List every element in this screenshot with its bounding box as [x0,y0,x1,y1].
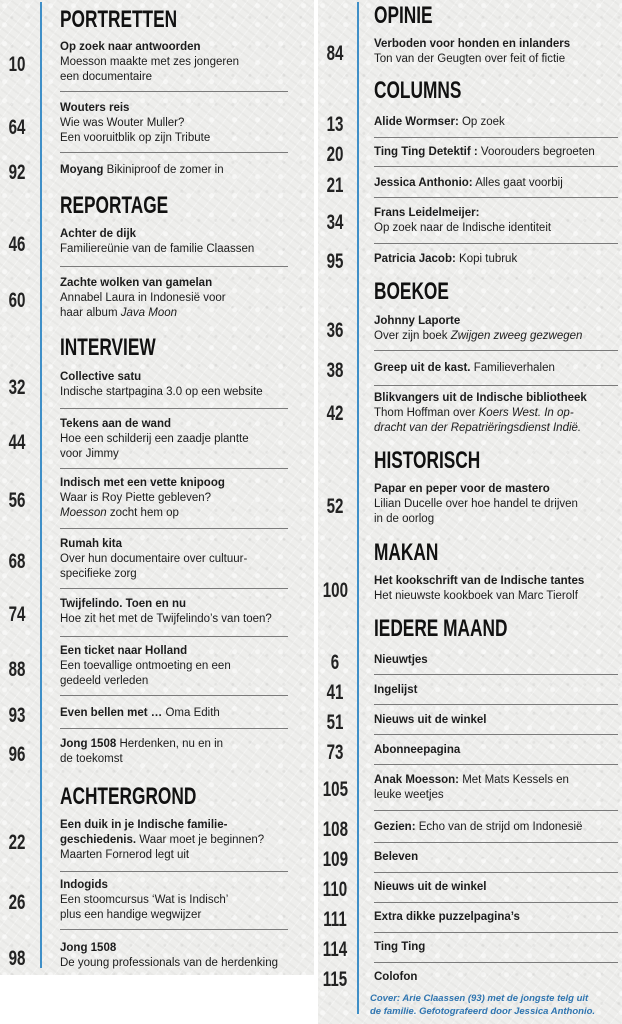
page-number: 56 [8,489,26,512]
entry-text: Zachte wolken van gamelan Annabel Laura in Indonesië voor haar album Java Moon [60,277,226,319]
entry-text: Jong 1508 Herdenken, nu en in de toekomst [60,738,224,765]
entry-text: Achter de dijk Familiereünie van de familie Claassen [60,228,255,255]
entry-text: Ting Ting Detektif : Voorouders begroeten [374,146,595,158]
page-number: 34 [326,211,344,234]
divider [60,91,288,92]
entry-text: Een ticket naar Holland Een toevallige ontmoeting en een gedeeld verleden [60,645,231,687]
divider [374,350,618,351]
left-divider-line [40,2,42,968]
entry-text: Gezien: Echo van de strijd om Indonesië [374,821,583,833]
section-title-opinie: OPINIE [374,2,433,29]
section-title-reportage: REPORTAGE [60,192,169,219]
entry-text: Ting Ting [374,941,426,953]
entry-text: Patricia Jacob: Kopi tubruk [374,253,518,265]
page-number: 51 [326,711,344,734]
entry-text: Extra dikke puzzelpagina’s [374,911,520,923]
divider [60,588,288,589]
entry-text: Ingelijst [374,684,418,696]
page-number: 44 [8,431,26,454]
entry-text: Jong 1508 De young professionals van de herdenking [60,942,279,969]
section-title-achtergrond: ACHTERGROND [60,783,197,810]
page-number: 6 [330,651,340,674]
entry-text: Johnny Laporte Over zijn boek Zwijgen zweeg gezwegen [374,315,583,342]
entry-text: Wouters reis Wie was Wouter Muller? Een vooruitblik op zijn Tribute [60,102,211,144]
entry-text: Anak Moesson: Met Mats Kessels en leuke weetjes [374,774,569,801]
divider [374,243,618,244]
cover-credit: Cover: Arie Claassen (93) met de jongste telg uit de familie. Gefotografeerd door Jessica Anthonio. [370,993,596,1017]
section-title-columns: COLUMNS [374,77,462,104]
entry-text: Greep uit de kast. Familieverhalen [374,362,555,374]
entry-text: Het kookschrift van de Indische tantes Het nieuwste kookboek van Marc Tierolf [374,575,585,602]
page-number: 13 [326,113,344,136]
page-number: 111 [323,908,347,931]
page-number: 20 [326,143,344,166]
page-number: 74 [8,603,26,626]
divider [374,385,618,386]
page-number: 41 [326,681,344,704]
page-number: 114 [322,938,348,961]
page-number: 92 [8,161,26,184]
divider [60,468,288,469]
divider [374,166,618,167]
divider [374,902,618,903]
page-number: 109 [322,848,348,871]
entry-text: Twijfelindo. Toen en nu Hoe zit het met de Twijfelindo’s van toen? [60,598,272,625]
divider [374,932,618,933]
divider [374,842,618,843]
page-number: 73 [326,741,344,764]
entry-text: Abonneepagina [374,744,461,756]
page-number: 88 [8,658,26,681]
page-number: 95 [326,250,344,273]
right-content [318,0,622,1024]
entry-text: Frans Leidelmeijer: Op zoek naar de Indische identiteit [374,207,552,234]
divider [374,962,618,963]
page-number: 98 [8,947,26,970]
page-number: 115 [322,968,348,991]
page-number: 22 [8,831,26,854]
page-number: 21 [326,174,344,197]
page-number: 93 [8,704,26,727]
page-number: 84 [326,42,344,65]
divider [60,408,288,409]
divider [374,704,618,705]
divider [374,810,618,811]
divider [374,764,618,765]
divider [60,728,288,729]
page-number: 42 [326,402,344,425]
page-number: 96 [8,743,26,766]
entry-text: Jessica Anthonio: Alles gaat voorbij [374,177,563,189]
entry-text: Papar en peper voor de mastero Lilian Ducelle over hoe handel te drijven in de oorlog [374,483,578,525]
page-number: 68 [8,550,26,573]
page-number: 108 [322,818,348,841]
page-number: 64 [8,116,26,139]
section-title-makan: MAKAN [374,539,439,566]
section-title-portretten: PORTRETTEN [60,6,178,33]
page-number: 100 [322,579,348,602]
page-number: 10 [8,53,26,76]
page-number: 36 [326,319,344,342]
entry-text: Alide Wormser: Op zoek [374,116,505,128]
page-number: 52 [326,495,344,518]
entry-text: Nieuws uit de winkel [374,881,487,893]
entry-text: Een duik in je Indische familie- geschiedenis. Waar moet je beginnen? Maarten Fornerod legt uit [60,819,265,861]
entry-text: Tekens aan de wand Hoe een schilderij een zaadje plantte voor Jimmy [60,418,249,460]
entry-text: Collective satu Indische startpagina 3.0 op een website [60,371,263,398]
entry-text: Indogids Een stoomcursus ‘Wat is Indisch’ plus een handige wegwijzer [60,879,229,921]
divider [60,152,288,153]
entry-text: Nieuws uit de winkel [374,714,487,726]
divider [60,528,288,529]
divider [60,871,288,872]
page-number: 110 [322,878,348,901]
divider [60,266,288,267]
page-number: 32 [8,376,26,399]
page-number: 60 [8,289,26,312]
divider [374,674,618,675]
entry-text: Moyang Bikiniproof de zomer in [60,164,224,176]
entry-text: Rumah kita Over hun documentaire over cultuur- specifieke zorg [60,538,248,580]
divider [60,695,288,696]
entry-text: Verboden voor honden en inlanders Ton van der Geugten over feit of fictie [374,38,571,65]
page-number: 26 [8,891,26,914]
entry-text: Indisch met een vette knipoog Waar is Roy Piette gebleven? Moesson zocht hem op [60,477,225,519]
divider [374,872,618,873]
section-title-interview: INTERVIEW [60,334,156,361]
page-number: 46 [8,233,26,256]
divider [60,929,288,930]
entry-text: Even bellen met … Oma Edith [60,707,220,719]
section-title-boekoe: BOEKOE [374,278,449,305]
divider [374,197,618,198]
entry-text: Colofon [374,971,418,983]
page-number: 38 [326,359,344,382]
entry-text: Blikvangers uit de Indische bibliotheek Thom Hoffman over Koers West. In op- dracht van der Repatriëringsdienst Indië. [374,392,587,434]
entry-text: Op zoek naar antwoorden Moesson maakte met zes jongeren een documentaire [60,41,239,83]
entry-text: Nieuwtjes [374,654,428,666]
divider [60,636,288,637]
entry-text: Beleven [374,851,419,863]
section-title-historisch: HISTORISCH [374,447,481,474]
divider [374,734,618,735]
section-title-iedere-maand: IEDERE MAAND [374,615,508,642]
page-number: 105 [322,778,348,801]
divider [374,137,618,138]
